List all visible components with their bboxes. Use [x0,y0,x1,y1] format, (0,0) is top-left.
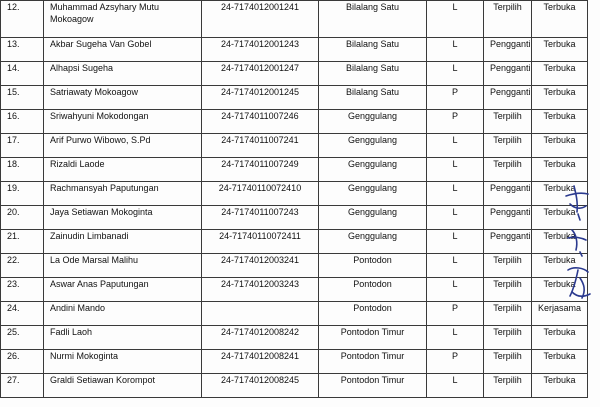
gender-code: L [427,158,484,182]
participant-id: 24-7174012001245 [202,86,319,110]
selection-status: Terpilih [484,278,532,302]
participant-name: Aswar Anas Paputungan [44,278,202,302]
selection-status: Terpilih [484,1,532,38]
participant-id [202,302,319,326]
village-name: Pontodon [319,278,427,302]
table-row [1,182,588,206]
selection-status: Pengganti [484,38,532,62]
table-row [1,302,588,326]
participant-id: 24-7174012001247 [202,62,319,86]
participant-name: Akbar Sugeha Van Gobel [44,38,202,62]
participant-id: 24-7174012003241 [202,254,319,278]
row-number: 24. [1,302,44,326]
table-row [1,110,588,134]
gender-code: P [427,110,484,134]
village-name: Pontodon [319,254,427,278]
table-row [1,62,588,86]
participant-name: Jaya Setiawan Mokoginta [44,206,202,230]
selection-status: Pengganti [484,86,532,110]
gender-code: L [427,206,484,230]
participant-name: Satriawaty Mokoagow [44,86,202,110]
participant-name: Andini Mando [44,302,202,326]
participant-id: 24-7174011007249 [202,158,319,182]
gender-code: L [427,182,484,206]
gender-code: L [427,230,484,254]
table-row [1,254,588,278]
remarks: Terbuka [532,206,588,230]
row-number: 18. [1,158,44,182]
village-name: Bilalang Satu [319,62,427,86]
row-number: 25. [1,326,44,350]
gender-code: L [427,38,484,62]
participant-name: Graldi Setiawan Korompot [44,374,202,398]
table-row [1,38,588,62]
participant-id: 24-7174012003243 [202,278,319,302]
village-name: Bilalang Satu [319,86,427,110]
remarks: Terbuka [532,350,588,374]
participant-name: Zainudin Limbanadi [44,230,202,254]
participant-id: 24-7174012001241 [202,1,319,38]
table-row [1,86,588,110]
gender-code: P [427,86,484,110]
village-name: Genggulang [319,206,427,230]
selection-status: Pengganti [484,182,532,206]
table-row [1,230,588,254]
handwritten-signature [560,180,596,320]
gender-code: L [427,254,484,278]
gender-code: P [427,350,484,374]
village-name: Genggulang [319,110,427,134]
village-name: Pontodon Timur [319,326,427,350]
participant-id: 24-7174011007246 [202,110,319,134]
gender-code: P [427,302,484,326]
participant-id: 24-71740110072410 [202,182,319,206]
row-number: 17. [1,134,44,158]
remarks: Terbuka [532,374,588,398]
table-row [1,134,588,158]
remarks: Terbuka [532,254,588,278]
row-number: 14. [1,62,44,86]
row-number: 22. [1,254,44,278]
participant-name: Muhammad Azsyhary Mutu Mokoagow [44,1,202,38]
row-number: 23. [1,278,44,302]
table-row [1,278,588,302]
village-name: Genggulang [319,230,427,254]
selection-status: Terpilih [484,302,532,326]
participant-name: La Ode Marsal Malihu [44,254,202,278]
remarks: Terbuka [532,38,588,62]
gender-code: L [427,374,484,398]
remarks: Terbuka [532,158,588,182]
selection-status: Terpilih [484,254,532,278]
participant-name: Nurmi Mokoginta [44,350,202,374]
row-number: 19. [1,182,44,206]
table-body [1,1,588,398]
remarks: Terbuka [532,326,588,350]
remarks: Terbuka [532,134,588,158]
table-row [1,374,588,398]
row-number: 13. [1,38,44,62]
remarks: Kerjasama [532,302,588,326]
village-name: Bilalang Satu [319,1,427,38]
participant-id: 24-7174012008242 [202,326,319,350]
village-name: Pontodon [319,302,427,326]
selection-status: Terpilih [484,110,532,134]
table-row [1,206,588,230]
gender-code: L [427,326,484,350]
row-number: 27. [1,374,44,398]
participant-name: Rizaldi Laode [44,158,202,182]
participant-name: Alhapsi Sugeha [44,62,202,86]
gender-code: L [427,1,484,38]
selection-status: Terpilih [484,350,532,374]
village-name: Genggulang [319,158,427,182]
participant-id: 24-7174012001243 [202,38,319,62]
table-row [1,158,588,182]
remarks: Terbuka [532,230,588,254]
row-number: 21. [1,230,44,254]
gender-code: L [427,62,484,86]
table-row [1,1,588,38]
row-number: 16. [1,110,44,134]
table-row [1,326,588,350]
row-number: 26. [1,350,44,374]
participant-id: 24-7174011007241 [202,134,319,158]
row-number: 15. [1,86,44,110]
participant-id: 24-7174012008245 [202,374,319,398]
village-name: Genggulang [319,134,427,158]
remarks: Terbuka [532,62,588,86]
remarks: Terbuka [532,182,588,206]
participant-id: 24-7174011007243 [202,206,319,230]
village-name: Pontodon Timur [319,374,427,398]
selection-status: Pengganti [484,62,532,86]
selection-status: Pengganti [484,230,532,254]
selection-status: Terpilih [484,158,532,182]
participant-name: Sriwahyuni Mokodongan [44,110,202,134]
table-row [1,350,588,374]
participant-name: Fadli Laoh [44,326,202,350]
village-name: Genggulang [319,182,427,206]
remarks: Terbuka [532,110,588,134]
participant-name: Arif Purwo Wibowo, S.Pd [44,134,202,158]
village-name: Bilalang Satu [319,38,427,62]
selection-status: Terpilih [484,374,532,398]
remarks: Terbuka [532,1,588,38]
selection-status: Terpilih [484,134,532,158]
participant-name: Rachmansyah Paputungan [44,182,202,206]
participant-id: 24-7174012008241 [202,350,319,374]
gender-code: L [427,278,484,302]
selection-status: Terpilih [484,326,532,350]
gender-code: L [427,134,484,158]
village-name: Pontodon Timur [319,350,427,374]
row-number: 12. [1,1,44,38]
remarks: Terbuka [532,86,588,110]
participant-id: 24-71740110072411 [202,230,319,254]
selection-status: Pengganti [484,206,532,230]
remarks: Terbuka [532,278,588,302]
row-number: 20. [1,206,44,230]
